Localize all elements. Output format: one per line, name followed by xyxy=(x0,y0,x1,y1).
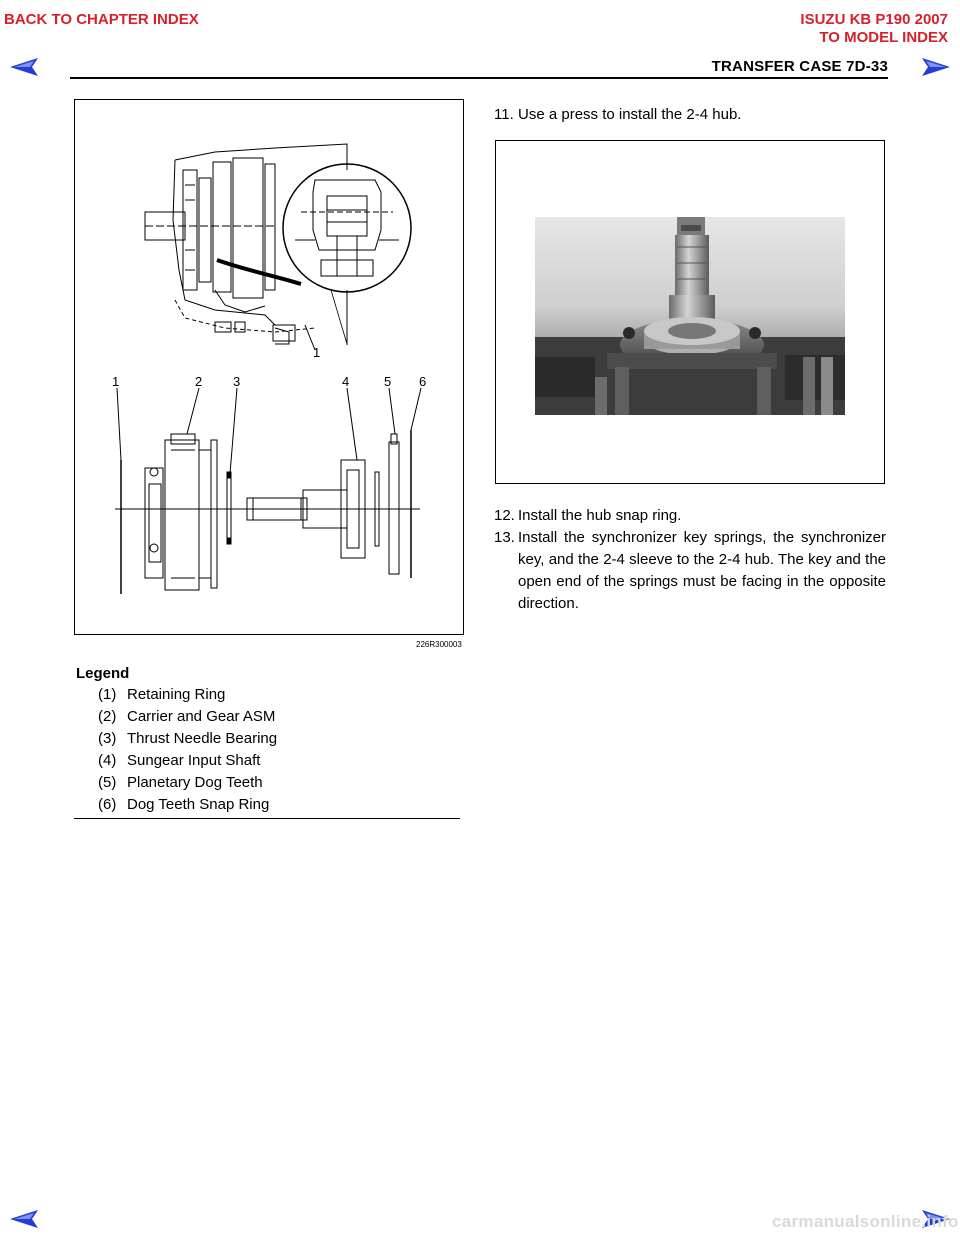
legend-item-number: (2) xyxy=(98,708,117,725)
step-11 xyxy=(494,104,886,126)
figure-code: 226R300003 xyxy=(416,640,462,649)
legend-item xyxy=(98,708,277,730)
step-number: 13. xyxy=(494,529,515,546)
legend-item xyxy=(98,752,277,774)
press-install-photo xyxy=(535,217,845,415)
prev-page-bottom-arrow-icon[interactable] xyxy=(8,1208,40,1230)
callout-6: 6 xyxy=(419,374,427,389)
legend-item xyxy=(98,686,277,708)
legend-item xyxy=(98,796,277,818)
page-header-title: TRANSFER CASE 7D-33 xyxy=(711,58,888,75)
to-model-index-link[interactable]: TO MODEL INDEX xyxy=(819,29,948,46)
exploded-diagram-figure xyxy=(74,99,464,635)
next-page-arrow-icon[interactable] xyxy=(920,56,952,78)
prev-page-arrow-icon[interactable] xyxy=(8,56,40,78)
legend-item xyxy=(98,774,277,796)
legend-item-number: (5) xyxy=(98,774,117,791)
callout-5: 5 xyxy=(384,374,392,389)
step-13 xyxy=(494,527,886,615)
step-text: Use a press to install the 2-4 hub. xyxy=(518,106,742,123)
legend-item-label: Dog Teeth Snap Ring xyxy=(127,796,270,813)
callout-3: 3 xyxy=(233,374,241,389)
legend-title: Legend xyxy=(76,665,130,682)
header-divider xyxy=(70,77,888,79)
legend-list xyxy=(98,686,277,818)
step-12 xyxy=(494,505,886,527)
legend-item-label: Planetary Dog Teeth xyxy=(127,774,263,791)
legend-item-number: (4) xyxy=(98,752,117,769)
step-text: Install the synchronizer key springs, the synchronizer key, and the 2-4 sleeve to the 2-4 hub. The key and the open end of the springs must be facing in the opposite direction. xyxy=(518,529,886,612)
callout-2: 2 xyxy=(195,374,203,389)
footer-watermark: carmanualsonline.info xyxy=(772,1212,959,1231)
legend-item-label: Sungear Input Shaft xyxy=(127,752,261,769)
press-photo-figure xyxy=(495,140,885,484)
step-number: 12. xyxy=(494,507,515,524)
callout-1: 1 xyxy=(112,374,120,389)
callout-4: 4 xyxy=(342,374,350,389)
model-name-link[interactable]: ISUZU KB P190 2007 xyxy=(800,11,948,28)
back-to-chapter-index-link[interactable]: BACK TO CHAPTER INDEX xyxy=(4,11,199,28)
legend-item-number: (6) xyxy=(98,796,117,813)
transfer-case-exploded-drawing xyxy=(75,100,463,634)
legend-item-number: (3) xyxy=(98,730,117,747)
legend-divider xyxy=(74,818,460,819)
legend-item xyxy=(98,730,277,752)
step-text: Install the hub snap ring. xyxy=(518,507,682,524)
legend-item-label: Retaining Ring xyxy=(127,686,226,703)
legend-item-label: Thrust Needle Bearing xyxy=(127,730,278,747)
legend-item-label: Carrier and Gear ASM xyxy=(127,708,276,725)
legend-item-number: (1) xyxy=(98,686,117,703)
callout-top-1: 1 xyxy=(313,345,321,360)
step-number: 11. xyxy=(494,106,514,123)
